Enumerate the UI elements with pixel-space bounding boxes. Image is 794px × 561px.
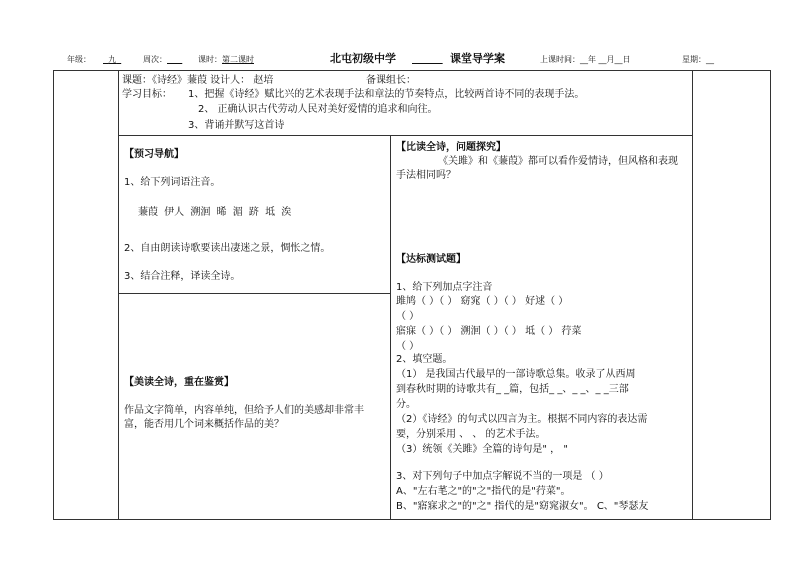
period-label: 课时：第二课时 <box>198 55 254 64</box>
word-list: 蒹葭 伊人 溯洄 晞 湄 跻 坻 涘 <box>138 207 292 218</box>
test-q1: 1、给下列加点字注音 <box>396 282 493 293</box>
left-column-divider <box>118 70 119 520</box>
test-q2-2a: （2）《诗经》的句式以四言为主。根据不同内容的表达需 <box>396 414 648 425</box>
test-q1-line2: （ ） <box>396 311 420 322</box>
test-q2: 2、填空题。 <box>396 354 453 365</box>
class-time: 上课时间：__年 __月__日 <box>540 55 631 64</box>
school-name: 北屯初级中学 <box>330 52 396 65</box>
plan-title: 课堂导学案 <box>450 52 505 65</box>
preview-q3: 3、结合注释，译读全诗。 <box>124 271 241 282</box>
goals-label: 学习目标： <box>122 89 172 100</box>
goal-3: 3、背诵并默写这首诗 <box>188 120 285 131</box>
test-q2-2b: 要，分别采用 、 、 的艺术手法。 <box>396 429 546 440</box>
compare-text: 《关雎》和《蒹葭》都可以看作爱情诗，但风格和表现手法相同吗？ <box>396 156 678 181</box>
school-blank <box>412 52 443 66</box>
test-q2-1c: 分。 <box>396 399 416 410</box>
center-divider <box>390 135 391 520</box>
page-header <box>0 53 794 69</box>
goal-2: 2、 正确认识古代劳动人民对美好爱情的追求和向往。 <box>198 104 438 115</box>
info-divider <box>118 135 692 136</box>
prep-leader: 备课组长： <box>366 75 416 86</box>
compare-heading: 【比读全诗，问题探究】 <box>396 142 506 153</box>
test-q3-a: A、"左右芼之"的"之"指代的是"荇菜"。 <box>396 486 571 497</box>
preview-heading: 【预习导航】 <box>124 149 184 160</box>
weekday: 星期：__ <box>682 55 714 64</box>
test-q1-line3: 寤寐（ ）（ ） 溯洄（ ）（ ） 坻（ ） 荇菜 <box>396 326 582 337</box>
read-heading: 【美读全诗，重在鉴赏】 <box>124 377 234 388</box>
test-heading: 【达标测试题】 <box>396 254 466 265</box>
test-q3: 3、对下列句子中加点字解说不当的一项是 （ ） <box>396 471 609 482</box>
left-row-divider <box>118 293 390 294</box>
test-q2-1b: 到春秋时期的诗歌共有_ _篇，包括_ _、_ _、_ _三部 <box>396 384 629 395</box>
test-q2-1a: （1） 是我国古代最早的一部诗歌总集。收录了从西周 <box>396 369 636 380</box>
test-q1-line4: （ ） <box>396 341 420 352</box>
test-q2-3: （3）统领《关雎》全篇的诗句是" ， " <box>396 444 568 455</box>
grade-label: 年级： <box>67 55 91 64</box>
grade-value: 九 <box>108 55 117 64</box>
preview-q2: 2、自由朗读诗歌要读出凄迷之景，惆怅之情。 <box>124 243 331 254</box>
preview-q1: 1、给下列词语注音。 <box>124 177 221 188</box>
topic-line: 课题：《诗经》蒹葭 设计人： 赵培 <box>122 75 274 86</box>
read-text: 作品文字简单，内容单纯，但给予人们的美感却非常丰富，能否用几个词来概括作品的美？ <box>124 405 364 430</box>
test-q3-b: B、"寤寐求之"的"之" 指代的是"窈窕淑女"。 C、"琴瑟友 <box>396 501 649 512</box>
right-column-divider <box>692 70 693 520</box>
goal-1: 1、把握《诗经》赋比兴的艺术表现手法和章法的节奏特点，比较两首诗不同的表现手法。 <box>188 89 585 100</box>
week-label: 周次： <box>143 55 167 64</box>
test-q1-line1: 雎鸠（ ）（ ） 窈窕（ ）（ ） 好逑（ ） <box>396 296 569 307</box>
